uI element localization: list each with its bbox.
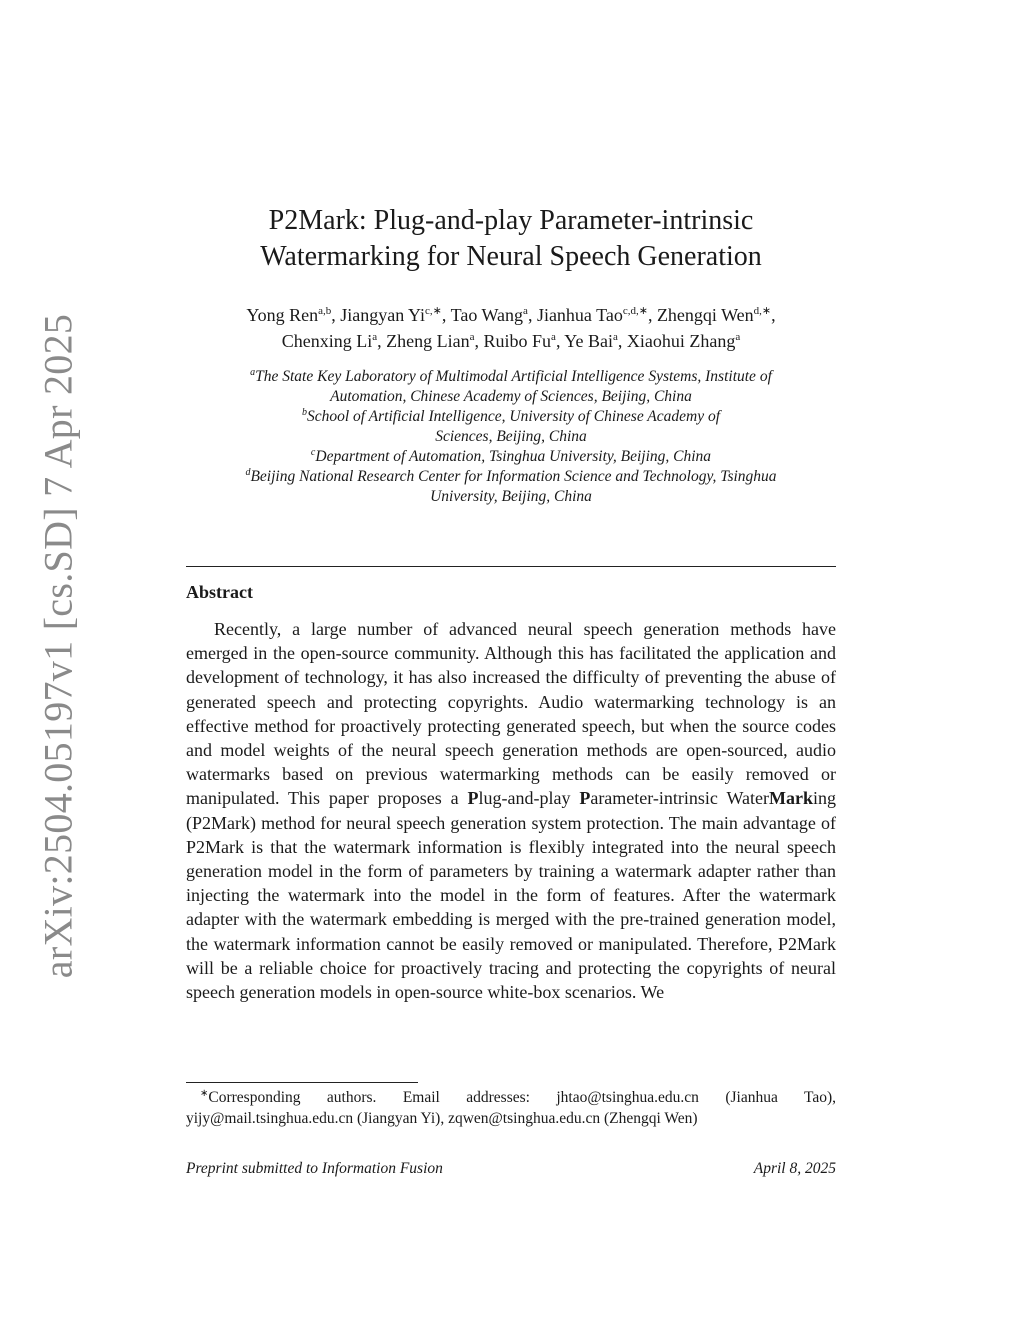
author-affil-mark: a — [551, 331, 556, 343]
author-separator: , — [771, 305, 776, 325]
affiliation-mark: d — [245, 466, 251, 478]
author-name: Ruibo Fu — [483, 331, 552, 351]
author-name: Ye Bai — [564, 331, 613, 351]
affiliation-text: The State Key Laboratory of Multimodal Artificial Intelligence Systems, Institute of — [255, 368, 772, 385]
abstract-text: arameter-intrinsic Water — [590, 788, 769, 809]
paper-title — [186, 203, 836, 275]
author-affil-mark: a — [469, 331, 475, 343]
affiliation-d-cont: University, Beijing, China — [430, 488, 592, 505]
abstract-top-rule — [186, 566, 836, 567]
affiliation-b-cont: Sciences, Beijing, China — [435, 428, 587, 445]
abstract-body — [186, 617, 836, 1004]
acronym-letter: P — [467, 788, 479, 809]
author-affil-mark: c,∗ — [425, 305, 442, 317]
author-separator: , — [441, 305, 451, 325]
author-separator: , — [331, 305, 341, 325]
author-name: Zheng Lian — [386, 331, 470, 351]
affiliation-mark: a — [250, 366, 256, 378]
author-affil-mark: d,∗ — [753, 305, 772, 317]
author-separator: , — [527, 305, 537, 325]
affiliation-a — [186, 367, 836, 387]
author-name: Tao Wang — [450, 305, 524, 325]
title-line-2: Watermarking for Neural Speech Generation — [260, 241, 762, 272]
affiliation-d — [186, 467, 836, 487]
author-affil-mark: a — [612, 331, 618, 343]
abstract-text: ing (P2Mark) method for neural speech generation system protection. The main advantage of P2Mark is that the watermark information is flexibly integrated into the neural speech generation model in the form of parameters by training a watermark adapter rather than injecting the watermark into the model in the form of features. After the watermark adapter with the watermark embedding is merged with the pre-trained generation model, the watermark information cannot be easily removed or manipulated. Therefore, P2Mark will be a reliable choice for proactively tracing and protecting the copyrights of neural speech generation models in open-source white-box scenarios. We — [186, 788, 836, 1003]
footer-date: April 8, 2025 — [753, 1160, 836, 1177]
author-separator: , — [555, 331, 565, 351]
acronym-letter: Mark — [768, 788, 813, 809]
page-footer — [186, 1160, 836, 1178]
author-separator: , — [647, 305, 657, 325]
affiliation-text: School of Artificial Intelligence, University of Chinese Academy of — [306, 408, 721, 425]
author-separator: , — [474, 331, 484, 351]
author-affil-mark: a — [523, 305, 528, 317]
author-name: Jiangyan Yi — [340, 305, 426, 325]
affiliation-c — [186, 447, 836, 467]
footnote-rule — [186, 1082, 418, 1083]
author-line-2 — [186, 328, 836, 354]
affiliation-a-cont: Automation, Chinese Academy of Sciences, Beijing, China — [330, 388, 692, 405]
author-line-1 — [186, 302, 836, 328]
author-affil-mark: a — [735, 331, 741, 343]
acronym-letter: P — [579, 788, 591, 809]
author-name: Xiaohui Zhang — [626, 331, 736, 351]
affiliation-list — [186, 367, 836, 507]
abstract-heading: Abstract — [186, 582, 253, 602]
author-name: Zhengqi Wen — [656, 305, 754, 325]
author-name: Chenxing Li — [281, 331, 373, 351]
abstract-text: lug-and-play — [478, 788, 580, 809]
abstract-text: Recently, a large number of advanced neural speech generation methods have emerged in the open-source community. Although this has facilitated the application and development of technology, it has also increased the difficulty of preventing the abuse of generated speech and protecting copyrights. Audio watermarking technology is an effective method for proactively protecting generated speech, but when the source codes and model weights of the neural speech generation methods are open-sourced, audio watermarks based on previous watermarking methods can be easily removed or manipulated. This paper proposes a — [186, 619, 836, 809]
footnote-mark: ∗ — [200, 1087, 209, 1099]
affiliation-mark: c — [310, 446, 316, 458]
author-affil-mark: a — [372, 331, 378, 343]
author-separator: , — [617, 331, 627, 351]
author-list — [186, 302, 836, 354]
author-name: Yong Ren — [246, 305, 319, 325]
title-line-1: P2Mark: Plug-and-play Parameter-intrinsic — [268, 205, 754, 236]
affiliation-text: Department of Automation, Tsinghua University, Beijing, China — [315, 448, 712, 465]
footer-venue: Preprint submitted to Information Fusion — [186, 1160, 443, 1177]
affiliation-text: Beijing National Research Center for Information Science and Technology, Tsinghua — [250, 468, 777, 485]
author-name: Jianhua Tao — [536, 305, 623, 325]
affiliation-b — [186, 407, 836, 427]
footnote-text: Corresponding authors. Email addresses: jhtao@tsinghua.edu.cn (Jianhua Tao), yijy@mail.tsinghua.edu.cn (Jiangyan Yi), zqwen@tsinghua.edu.cn (Zhengqi Wen) — [186, 1089, 836, 1127]
author-affil-mark: a,b — [318, 305, 332, 317]
footnote — [186, 1087, 836, 1129]
author-affil-mark: c,d,∗ — [622, 305, 648, 317]
author-separator: , — [377, 331, 387, 351]
arxiv-identifier: arXiv:2504.05197v1 [cs.SD] 7 Apr 2025 — [35, 313, 81, 979]
affiliation-mark: b — [301, 406, 307, 418]
